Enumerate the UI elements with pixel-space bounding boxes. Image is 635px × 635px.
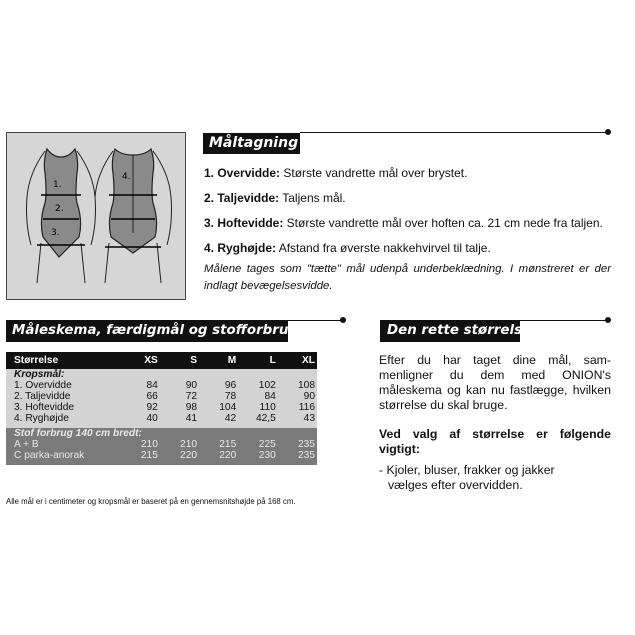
table-row: C parka-anorak 215 220 220 230 235 — [6, 450, 317, 461]
chart-rule-dot — [340, 317, 346, 323]
chart-rule — [288, 320, 342, 321]
size-rule — [520, 320, 607, 321]
size-rule-dot — [605, 317, 611, 323]
figure-label-2: 2. — [55, 204, 64, 214]
table-header-cell: L — [238, 352, 278, 369]
body-section-label: Kropsmål: — [6, 369, 317, 380]
definition-waist: 2. Taljevidde: Taljens mål. — [204, 191, 346, 205]
body-silhouette-illustration — [7, 133, 185, 299]
chart-footnote: Alle mål er i centimeter og kropsmål er baseret på en gennemsnitshøjde på 168 cm. — [6, 497, 296, 506]
measuring-rule-dot — [605, 129, 611, 135]
measuring-title: Måltagning — [203, 133, 300, 154]
table-row: 3. Hoftevidde 92 98 104 110 116 — [6, 402, 317, 413]
table-spacer — [6, 461, 317, 465]
definition-chest: 1. Overvidde: Største vandrette mål over brystet. — [204, 166, 468, 180]
table-row: 1. Overvidde 84 90 96 102 108 — [6, 380, 317, 391]
size-bullet-line-2: vælges efter overvidden. — [388, 478, 523, 492]
figure-label-4: 4. — [122, 172, 131, 182]
table-section-row — [6, 369, 317, 380]
measuring-note: Målene tages som "tætte" mål udenpå underbeklædning. I mønstreret er der indlagt bevægelsesvidde. — [204, 263, 611, 292]
size-title: Den rette størrelse — [380, 320, 520, 342]
table-row: 4. Ryghøjde 40 41 42 42,5 43 — [6, 413, 317, 424]
table-row: 2. Taljevidde 66 72 78 84 90 — [6, 391, 317, 402]
size-bullet-line-1: - Kjoler, bluser, frakker og jakker — [379, 463, 555, 477]
definition-back-length: 4. Ryghøjde: Afstand fra øverste nakkehvirvel til talje. — [204, 241, 491, 255]
figure-label-3: 3. — [51, 228, 60, 238]
table-header-row — [6, 352, 317, 369]
measuring-rule — [300, 132, 607, 133]
table-section-row — [6, 428, 317, 439]
size-intro: Efter du har taget dine mål, sam-menligner du dem med ONION's måleskema og kan nu fastlægge, hvilken størrelse du skal bruge. — [379, 353, 611, 412]
table-header-cell: M — [199, 352, 238, 369]
figure-label-1: 1. — [53, 180, 62, 190]
size-important: Ved valg af størrelse er følgende vigtigt: — [379, 427, 611, 456]
table-row: A + B 210 210 215 225 235 — [6, 439, 317, 450]
table-header-cell: Størrelse — [6, 352, 121, 369]
chart-title: Måleskema, færdigmål og stofforbrug — [6, 320, 288, 342]
table-header-cell: XS — [121, 352, 160, 369]
measurement-figure — [6, 132, 186, 300]
fabric-section-label: Stof forbrug 140 cm bredt: — [6, 428, 317, 439]
size-chart-table — [6, 352, 317, 465]
table-header-cell: XL — [278, 352, 317, 369]
table-header-cell: S — [160, 352, 199, 369]
definition-hip: 3. Hoftevidde: Største vandrette mål over hoften ca. 21 cm nede fra taljen. — [204, 216, 603, 230]
